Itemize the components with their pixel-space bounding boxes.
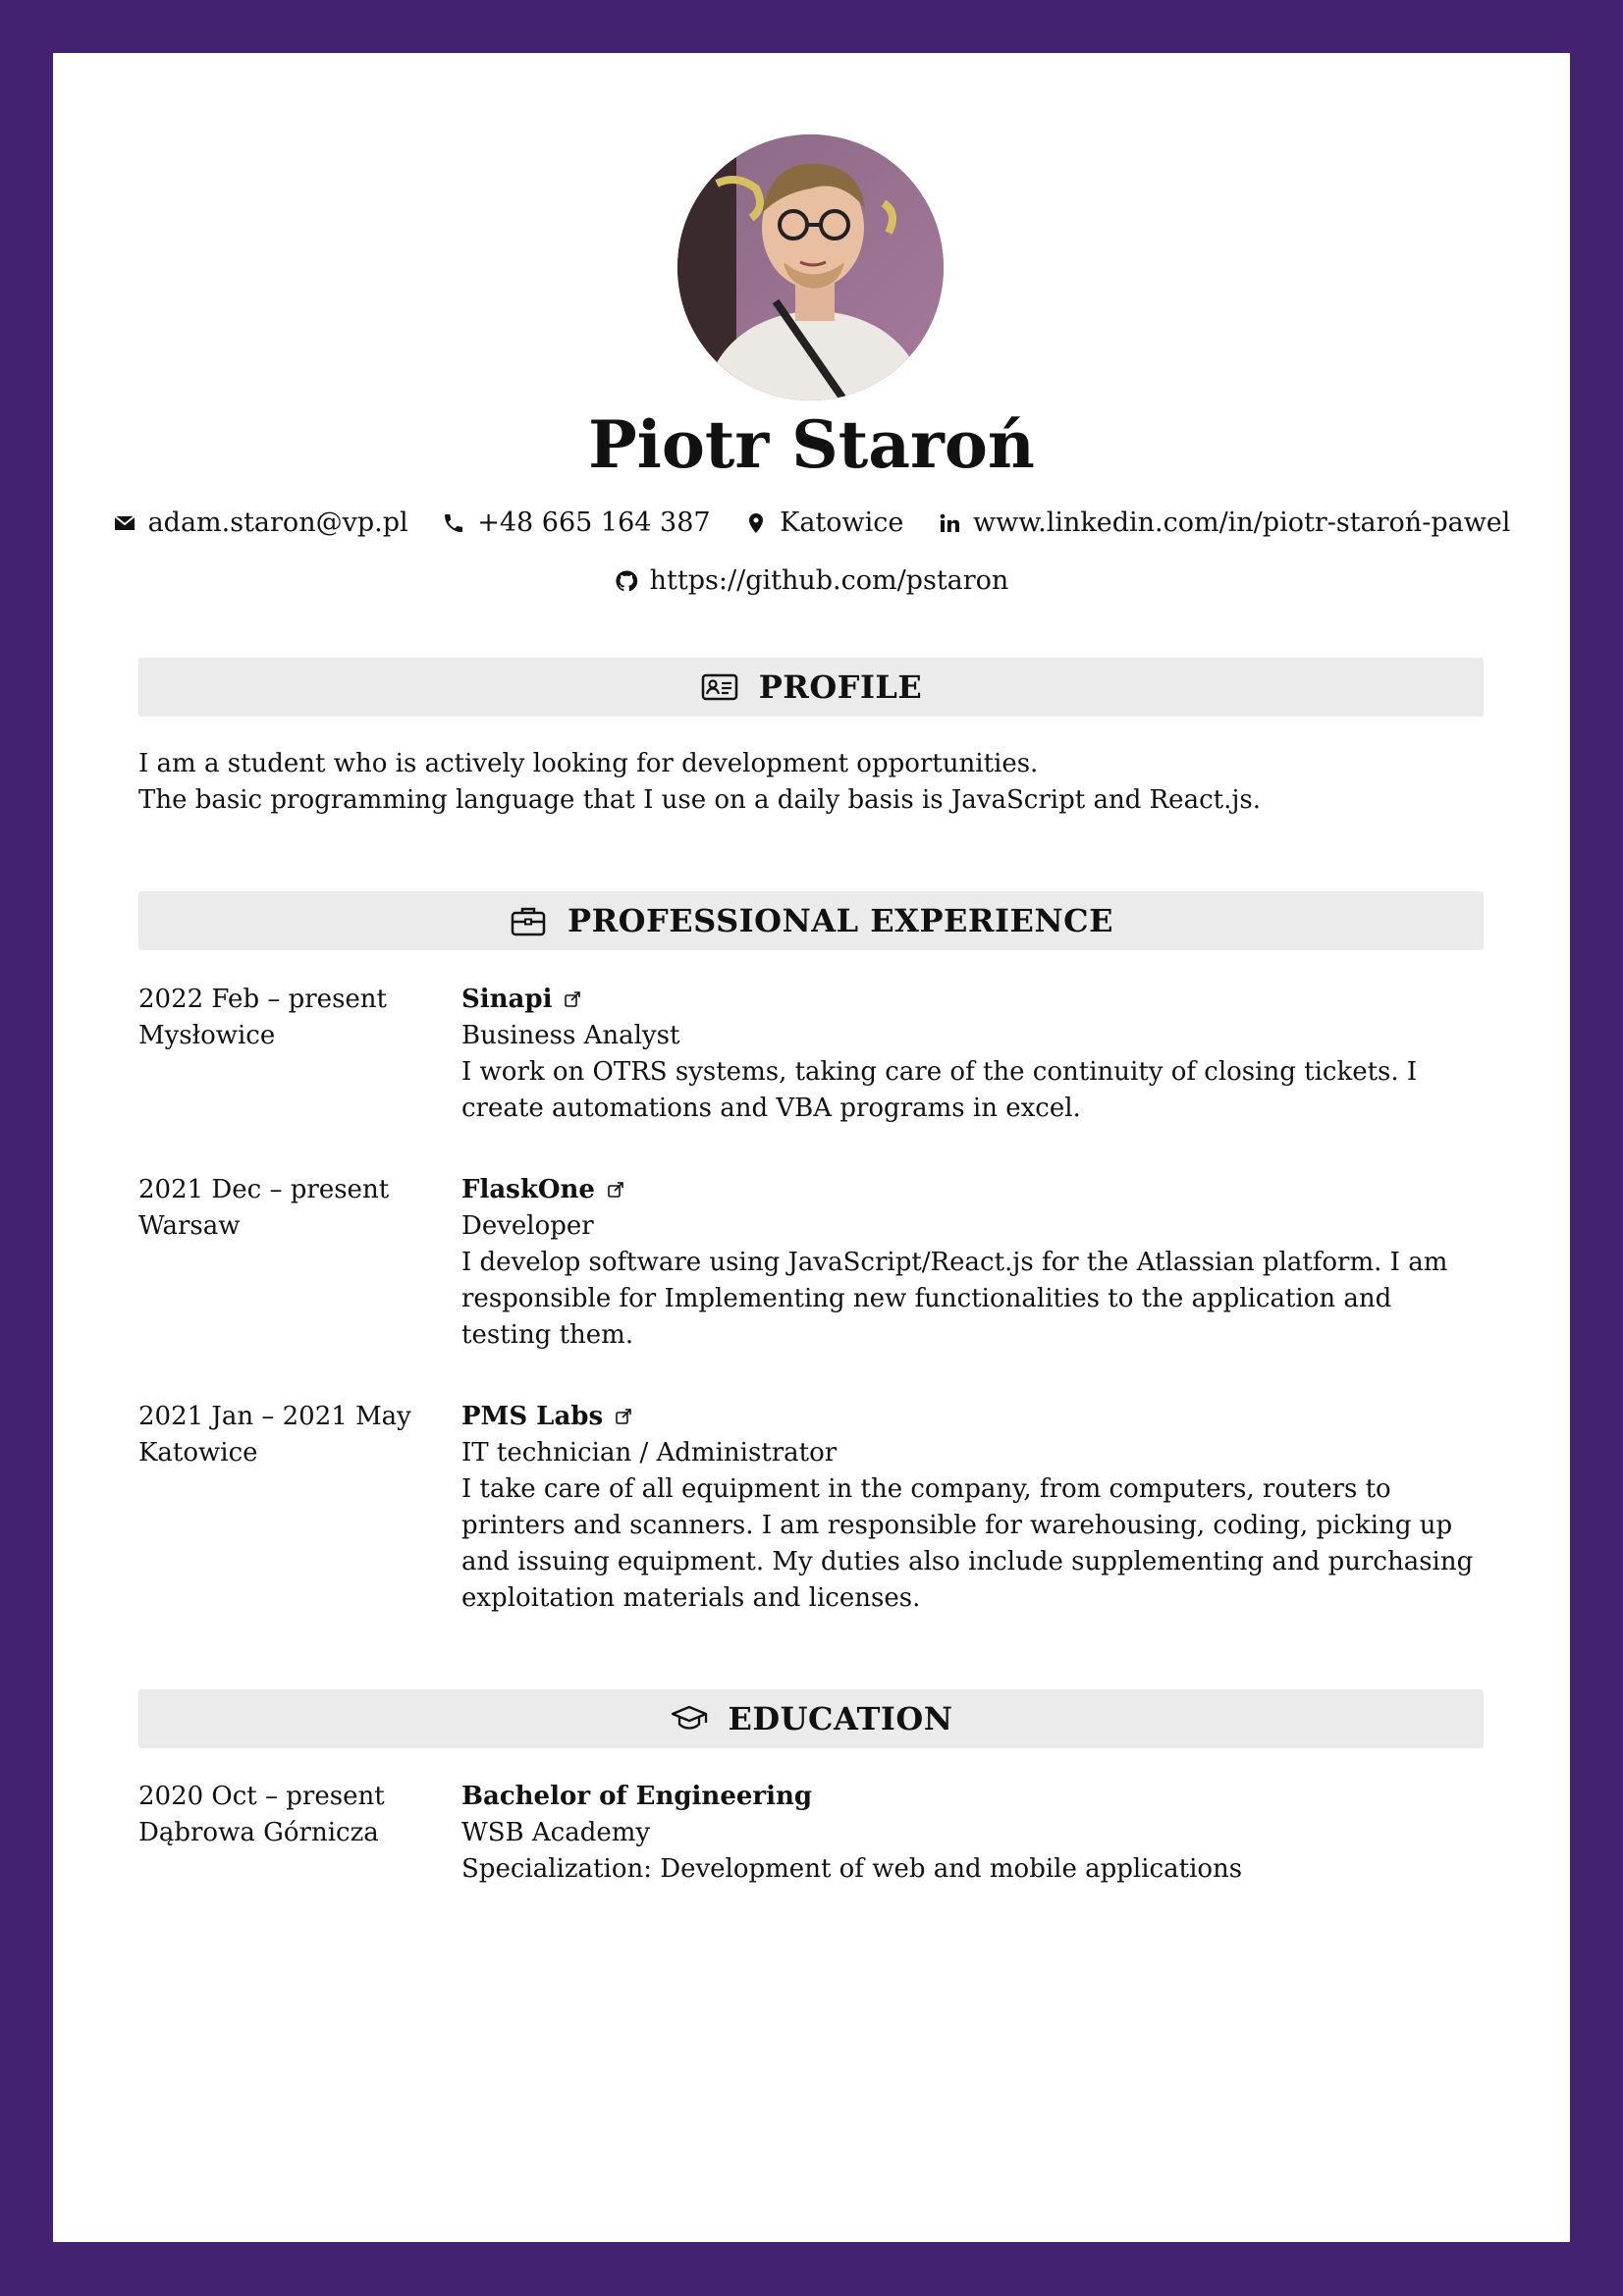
external-link-icon [607,1181,624,1199]
contact-linkedin-text: www.linkedin.com/in/piotr-staroń-pawel [972,507,1511,538]
profile-photo [677,134,944,400]
envelope-icon [113,511,136,535]
contact-location-text: Katowice [780,507,904,538]
contact-phone[interactable] [442,506,710,541]
entry-school: WSB Academy [461,1818,651,1847]
entry-company-link[interactable] [461,1172,1484,1208]
entry-role: Business Analyst [461,1021,680,1050]
location-pin-icon [744,511,768,535]
contact-row [53,562,1570,599]
profile-section-header [138,658,1484,717]
experience-section-header [138,891,1484,950]
resume-page [53,53,1570,2242]
external-link-icon [615,1408,632,1425]
contact-phone-text: +48 665 164 387 [477,507,711,538]
entry-role: Developer [461,1211,594,1241]
github-icon [615,569,638,593]
contact-linkedin[interactable] [938,506,1510,541]
education-section-title: EDUCATION [728,1700,953,1737]
contact-github-text: https://github.com/pstaron [649,564,1009,596]
contact-location [744,506,903,541]
education-section-header [138,1689,1484,1748]
profile-summary [138,746,1484,819]
entry-location: Warsaw [138,1211,241,1241]
phone-icon [442,511,465,535]
entry-degree: Bachelor of Engineering [461,1782,813,1811]
external-link-icon [564,990,581,1008]
id-card-icon [700,667,739,707]
entry-dates: 2021 Dec – present [138,1175,390,1204]
profile-line: The basic programming language that I use on a daily basis is JavaScript and React.js. [138,785,1262,815]
entry-company-link[interactable] [461,1399,1484,1435]
briefcase-icon [509,901,548,940]
entry-company-link[interactable] [461,982,1484,1018]
entry-location: Mysłowice [138,1021,276,1050]
entry-details: Specialization: Development of web and mobile applications [461,1854,1243,1884]
entry-role: IT technician / Administrator [461,1438,838,1468]
entry-description: I take care of all equipment in the company, from computers, routers to printers and scanners. I am responsible for warehousing, coding, picking up and issuing equipment. My duties also include supplementing and purchasing exploitation materials and licenses. [461,1474,1474,1613]
candidate-name: Piotr Staroń [588,406,1035,483]
entry-dates: 2021 Jan – 2021 May [138,1402,411,1431]
entry-company: FlaskOne [461,1175,595,1204]
profile-section-title: PROFILE [758,668,923,706]
entry-description: I develop software using JavaScript/React.js for the Atlassian platform. I am responsible for Implementing new functionalities to the application and testing them. [461,1248,1448,1350]
linkedin-icon [938,511,961,535]
contact-email[interactable] [113,506,408,541]
experience-section-title: PROFESSIONAL EXPERIENCE [568,902,1113,939]
contact-email-text: adam.staron@vp.pl [147,507,408,538]
entry-dates: 2020 Oct – present [138,1782,385,1811]
graduation-cap-icon [670,1699,709,1738]
entry-company: Sinapi [461,985,553,1014]
contact-github[interactable] [615,563,1009,599]
entry-dates: 2022 Feb – present [138,985,387,1014]
contact-row [53,505,1570,541]
entry-location: Dąbrowa Górnicza [138,1818,379,1847]
profile-line: I am a student who is actively looking for development opportunities. [138,749,1039,778]
entry-location: Katowice [138,1438,258,1468]
entry-description: I work on OTRS systems, taking care of the continuity of closing tickets. I create automations and VBA programs in excel. [461,1057,1418,1123]
entry-company: PMS Labs [461,1402,604,1431]
